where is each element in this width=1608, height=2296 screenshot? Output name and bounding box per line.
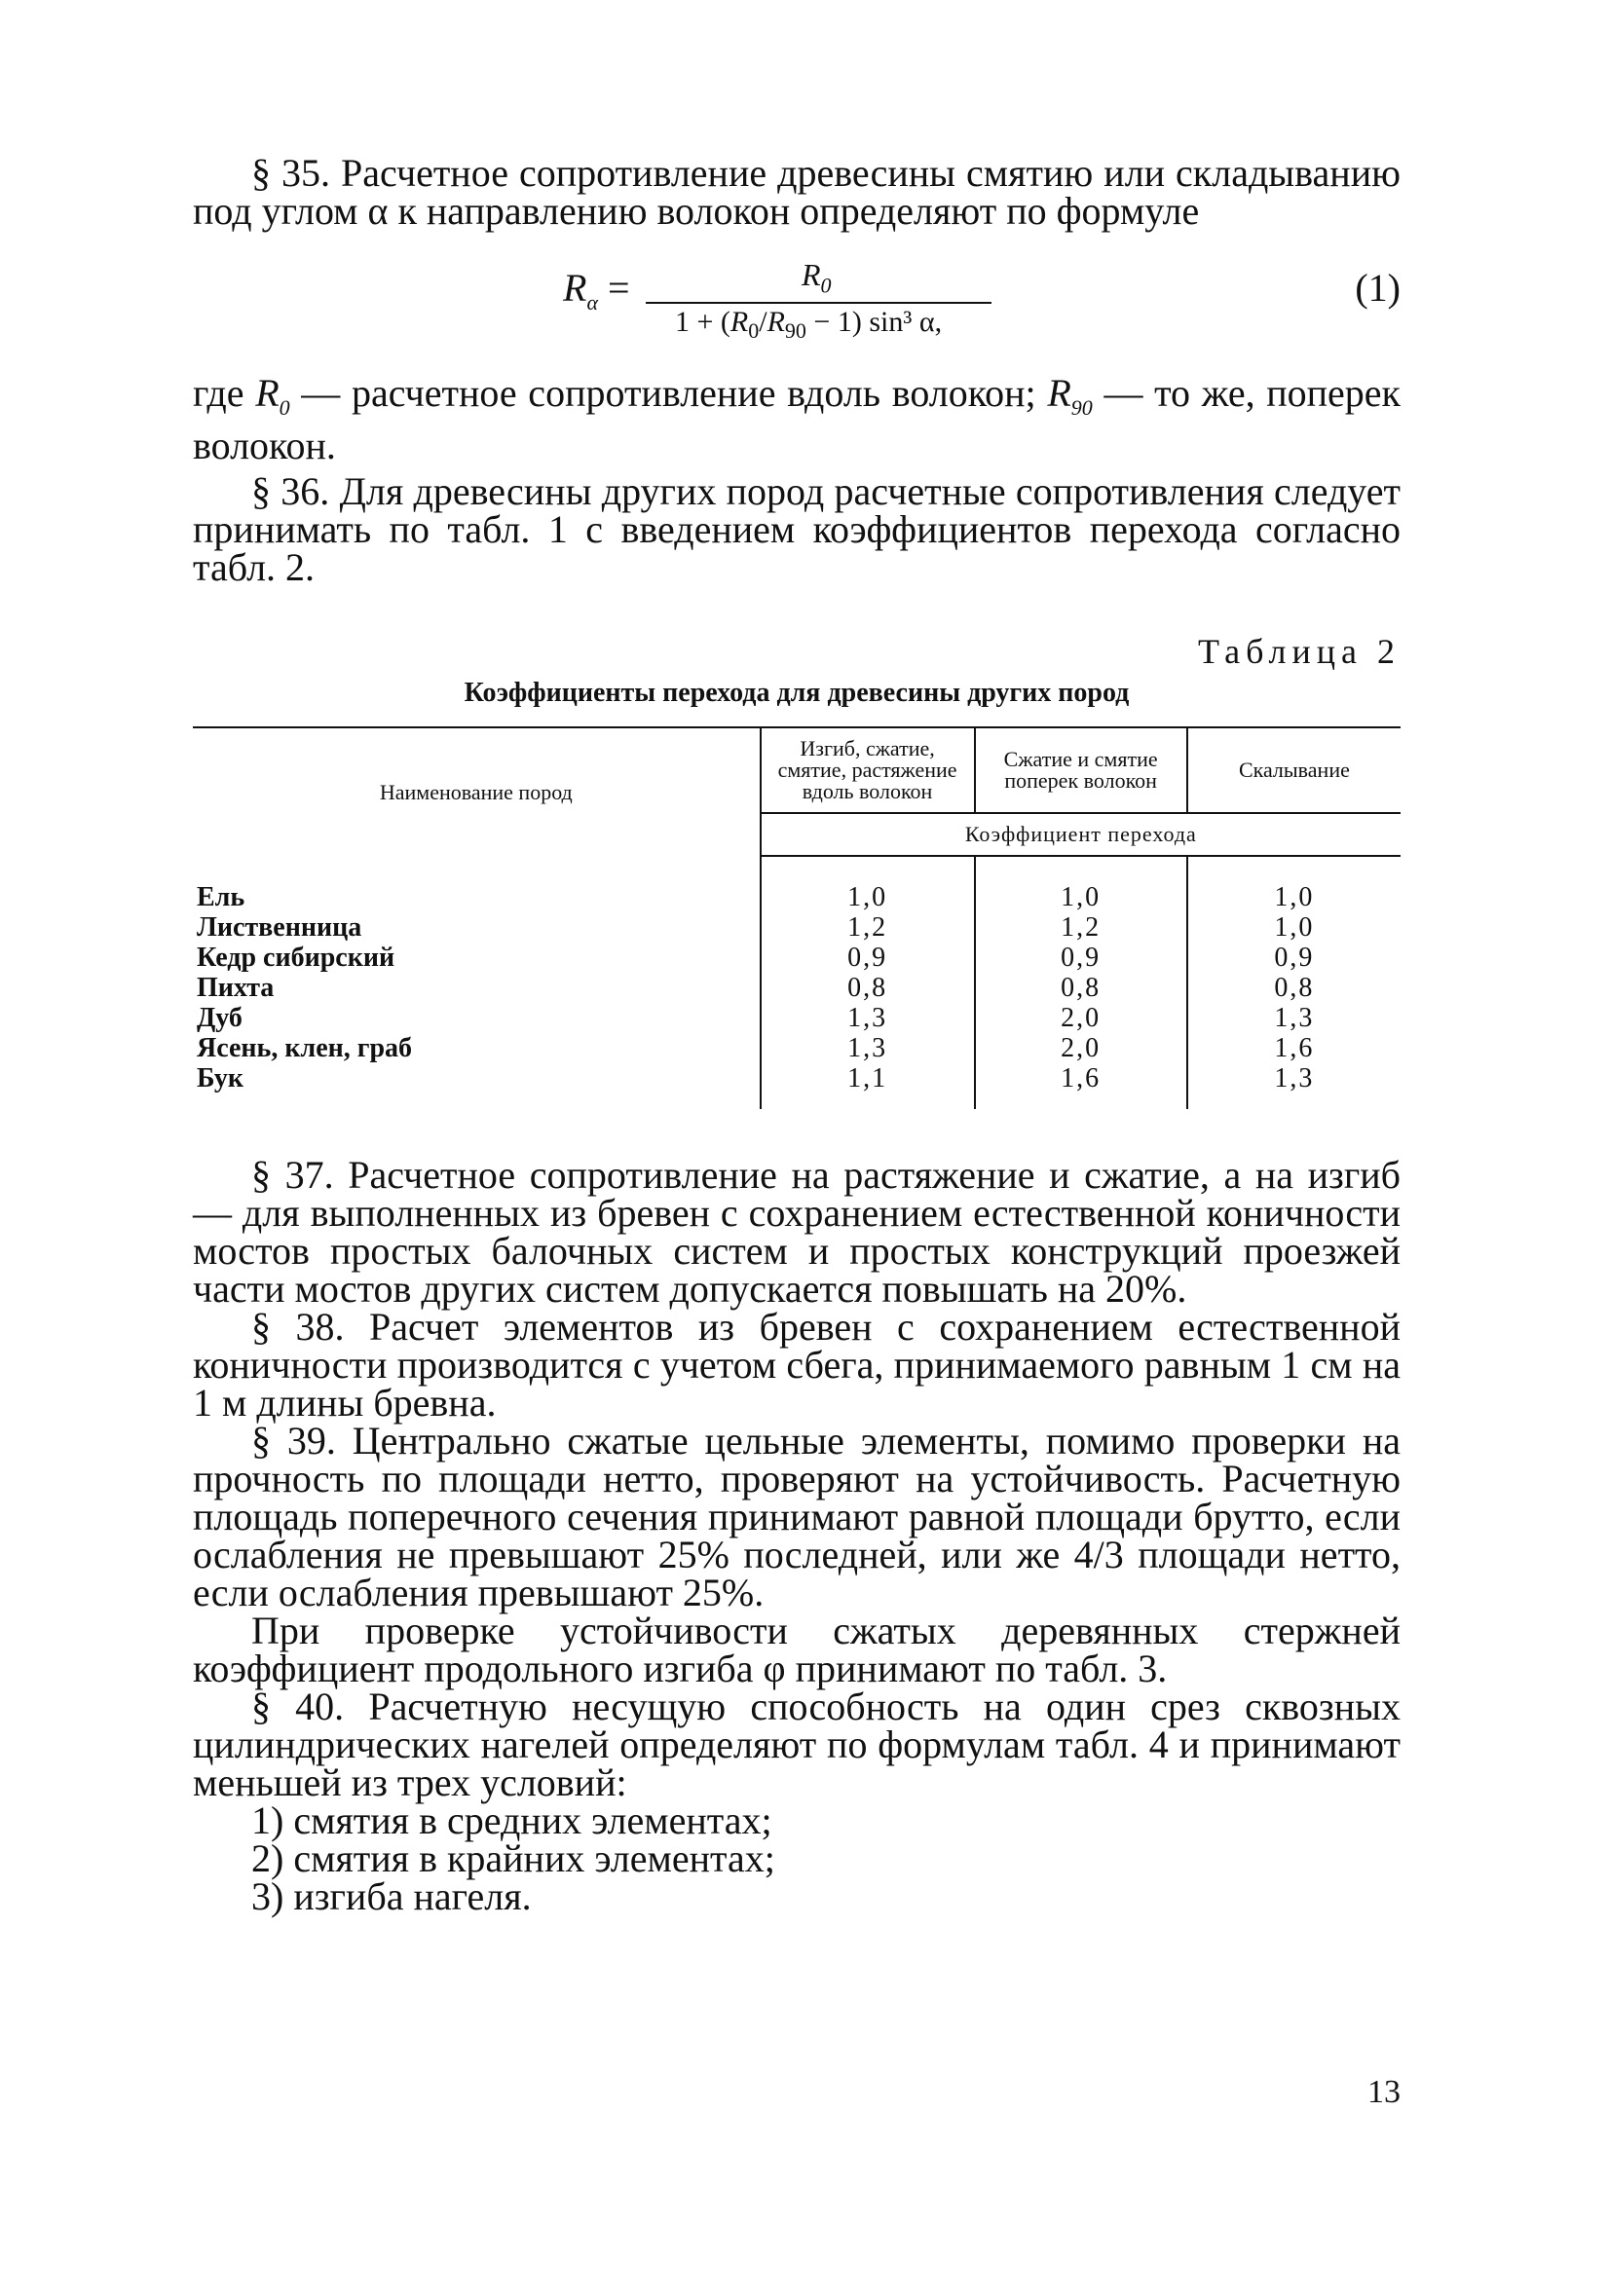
formula-lhs: $R_\alpha$ =: [563, 266, 630, 315]
list-item: 2) смятия в крайних элементах;: [251, 1836, 775, 1880]
formula-denominator: $1 + (R_0/R_{90} - 1)$ sin³ α,: [675, 306, 943, 343]
coefficients-table: [193, 726, 1401, 1109]
coef-bending: 1,3: [761, 1003, 975, 1033]
page-number: 13: [1367, 2074, 1401, 2110]
species-name: Пихта: [197, 973, 275, 1003]
species-name: Кедр сибирский: [197, 943, 395, 973]
header-col-shear: Скалывание: [1187, 727, 1401, 813]
coef-shear: 1,6: [1187, 1033, 1401, 1063]
coef-shear: 1,0: [1187, 912, 1401, 943]
conditions-list: [193, 1798, 1401, 1918]
list-item: 3) изгиба нагеля.: [251, 1874, 532, 1918]
formula-1: [193, 238, 1401, 354]
formula-numerator: $R_0$: [802, 257, 832, 298]
table-row: [193, 1033, 1401, 1063]
header-col-bending: Изгиб, сжатие, смятие, растяжение вдоль волокон: [761, 727, 975, 813]
species-name: Бук: [197, 1063, 243, 1093]
section-39b-paragraph: При проверке устойчивости сжатых деревянных стержней коэффициент продольного изгиба φ принимают по табл. 3.: [193, 1609, 1401, 1690]
coef-shear: 1,3: [1187, 1003, 1401, 1033]
coef-compression: 1,6: [975, 1063, 1187, 1093]
header-col-compression: Сжатие и смятие поперек волокон: [975, 727, 1187, 813]
species-name: Лиственница: [197, 912, 362, 943]
section-40-paragraph: § 40. Расчетную несущую способность на один срез сквозных цилиндрических нагелей определяют по формулам табл. 4 и принимают меньшей из трех условий:: [193, 1685, 1401, 1804]
coef-compression: 0,9: [975, 943, 1187, 973]
coef-bending: 0,8: [761, 973, 975, 1003]
coef-bending: 0,9: [761, 943, 975, 973]
species-name: Ель: [197, 882, 245, 912]
table-row: [193, 1063, 1401, 1093]
coef-compression: 1,2: [975, 912, 1187, 943]
section-35-paragraph: § 35. Расчетное сопротивление древесины смятию или складыванию под углом α к направлению волокон определяют по формуле: [193, 151, 1401, 233]
r0-symbol: $R_0$: [255, 371, 290, 420]
coef-bending: 1,1: [761, 1063, 975, 1093]
equation-number: (1): [1355, 266, 1401, 310]
coef-shear: 1,3: [1187, 1063, 1401, 1093]
section-39-paragraph: § 39. Центрально сжатые цельные элементы, помимо проверки на прочность по площади нетто, проверяют на устойчивость. Расчетную площадь поперечного сечения принимают равной площади брутто, если ослабления не превышают 25% последней, или же 4/3 площади нетто, если ослабления превышают 25%.: [193, 1419, 1401, 1614]
coef-shear: 0,9: [1187, 943, 1401, 973]
coef-bending: 1,2: [761, 912, 975, 943]
coef-bending: 1,3: [761, 1033, 975, 1063]
coef-compression: 1,0: [975, 882, 1187, 912]
header-species: Наименование пород: [193, 727, 761, 856]
fraction-line: [646, 302, 991, 304]
species-name: Дуб: [197, 1003, 243, 1033]
coef-shear: 1,0: [1187, 882, 1401, 912]
section-37-paragraph: § 37. Расчетное сопротивление на растяжение и сжатие, а на изгиб — для выполненных из бревен с сохранением естественной коничности мостов простых балочных систем и простых конструкций проезжей части мостов других систем допускается повышать на 20%.: [193, 1153, 1401, 1311]
coef-shear: 0,8: [1187, 973, 1401, 1003]
r90-symbol: $R_{90}$: [1047, 371, 1093, 420]
species-name: Ясень, клен, граб: [197, 1033, 413, 1063]
coef-compression: 2,0: [975, 1003, 1187, 1033]
table-row: [193, 882, 1401, 912]
coef-compression: 0,8: [975, 973, 1187, 1003]
coef-bending: 1,0: [761, 882, 975, 912]
list-item: 1) смятия в средних элементах;: [251, 1798, 772, 1842]
where-paragraph: где $R_0$ — расчетное сопротивление вдоль волокон; $R_{90}$ — то же, поперек волокон.: [193, 371, 1401, 467]
table-row: [193, 943, 1401, 973]
table-label: Таблица 2: [1198, 632, 1401, 671]
table-row: [193, 973, 1401, 1003]
table-row: [193, 1003, 1401, 1033]
table-title: Коэффициенты перехода для древесины других пород: [464, 678, 1130, 708]
header-coefficient: Коэффициент перехода: [761, 813, 1401, 856]
coef-compression: 2,0: [975, 1033, 1187, 1063]
section-36-paragraph: § 36. Для древесины других пород расчетные сопротивления следует принимать по табл. 1 с введением коэффициентов перехода согласно табл. 2.: [193, 469, 1401, 589]
table-row: [193, 912, 1401, 943]
section-38-paragraph: § 38. Расчет элементов из бревен с сохранением естественной коничности производится с учетом сбега, принимаемого равным 1 см на 1 м длины бревна.: [193, 1305, 1401, 1425]
page-content: [193, 151, 1401, 1918]
